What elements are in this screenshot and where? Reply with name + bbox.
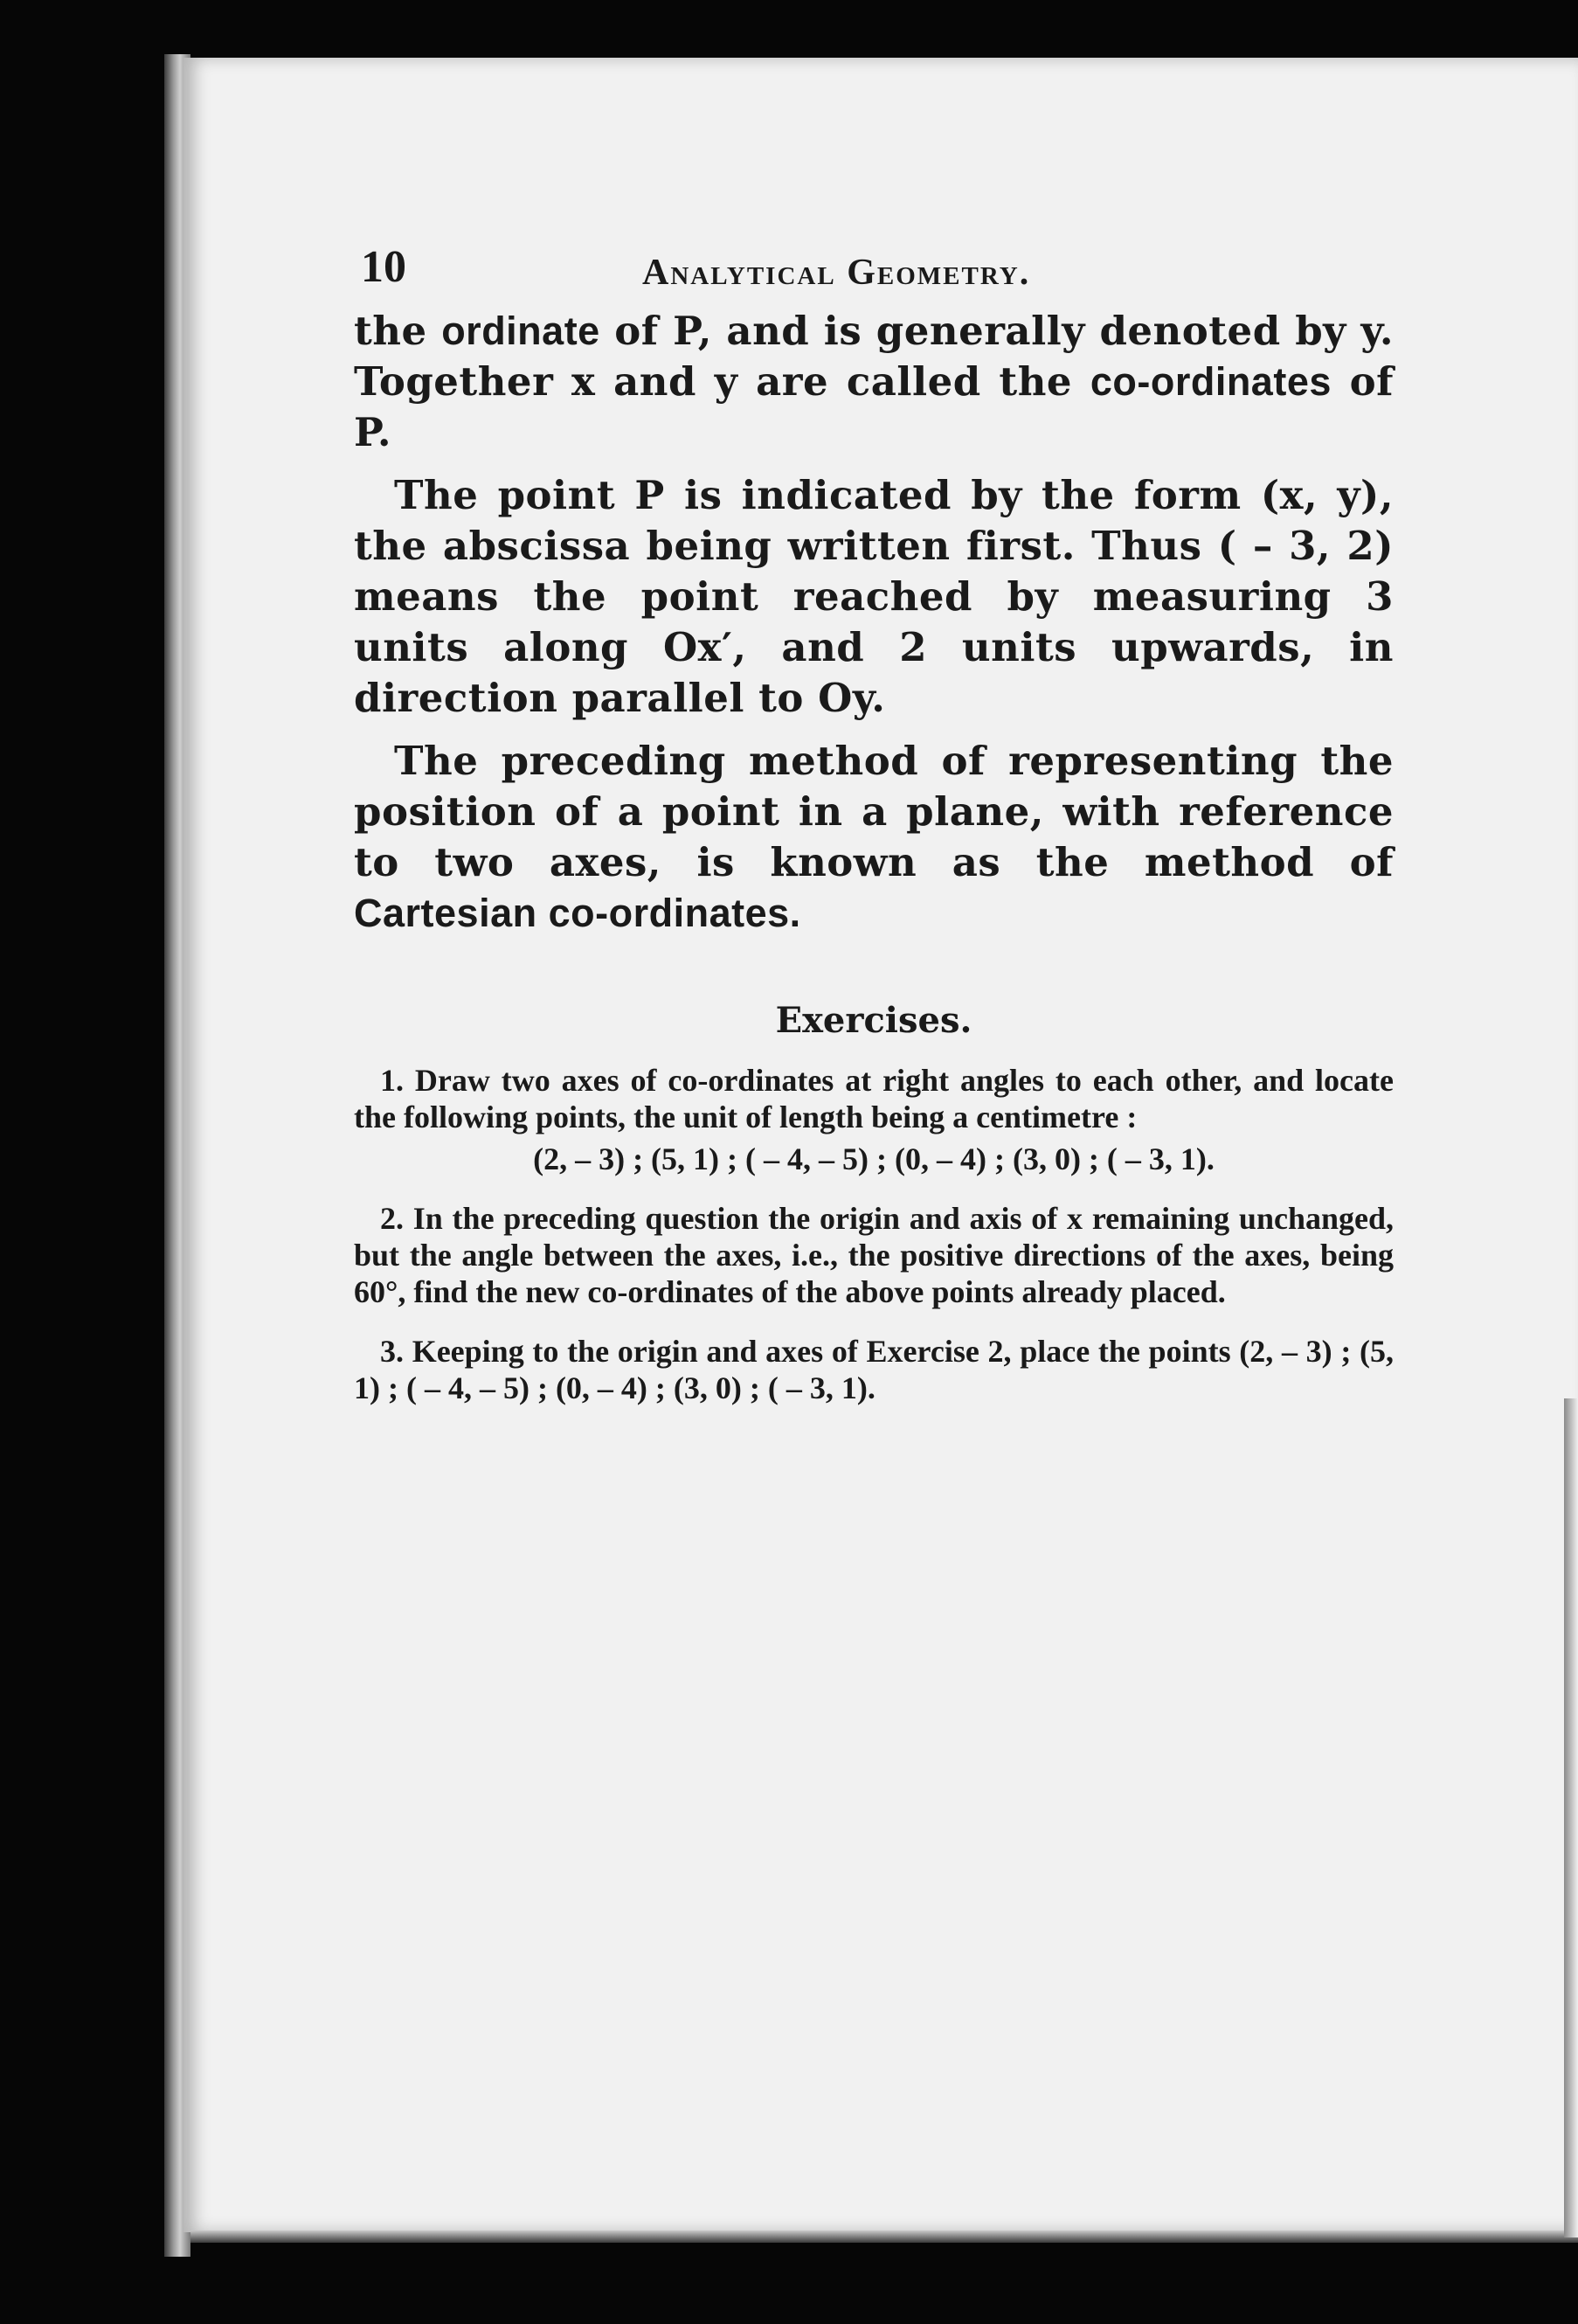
exercises-heading: Exercises. [775, 1000, 972, 1041]
page-number: 10 [361, 242, 406, 292]
exercise-1 [354, 1062, 1394, 1177]
running-title: Analytical Geometry. [642, 253, 1031, 293]
page-right-edge [1564, 1398, 1578, 2237]
exercise-points: (2, – 3) ; (5, 1) ; ( – 4, – 5) ; (0, – 4) ; (3, 0) ; ( – 3, 1). [533, 1141, 1215, 1176]
term-coordinates: co-ordinates [1090, 359, 1332, 404]
text: the [354, 308, 442, 354]
text: of P, and is generally denoted by y. Together x and y are called the [354, 308, 1394, 405]
exercise-2 [354, 1200, 1394, 1310]
text: of P. [354, 358, 1394, 455]
paragraph-point-form [354, 470, 1394, 724]
page-bottom-edge [190, 2230, 1578, 2243]
page-content [354, 236, 1394, 1406]
text: The preceding method of representing the position of a point in a plane, with reference to two axes, is known as the method of [354, 738, 1394, 885]
term-cartesian-coordinates: Cartesian co-ordinates. [354, 891, 801, 935]
exercise-3 [354, 1333, 1394, 1406]
exercise-text: 2. In the preceding question the origin and axis of x remaining unchanged, but the angle between the axes, i.e., the positive directions of the axes, being 60°, find the new co-ordinates of the above points already placed. [354, 1201, 1394, 1309]
text: The point P is indicated by the form (x, y), the abscissa being written first. Thus ( – 3, 2) means the point reached by measuring 3 units along Ox′, and 2 units upwards, in direction parallel to Oy. [354, 472, 1394, 721]
term-ordinate: ordinate [441, 309, 600, 353]
paragraph-ordinate [354, 306, 1394, 458]
exercise-text: 1. Draw two axes of co-ordinates at right angles to each other, and locate the following points, the unit of length being a centimetre : [354, 1063, 1394, 1134]
page-header [354, 236, 1394, 306]
exercise-text: 3. Keeping to the origin and axes of Exercise 2, place the points (2, – 3) ; (5, 1) ; ( – 4, – 5) ; (0, – 4) ; (3, 0) ; ( – 3, 1). [354, 1334, 1394, 1405]
paragraph-cartesian [354, 736, 1394, 939]
